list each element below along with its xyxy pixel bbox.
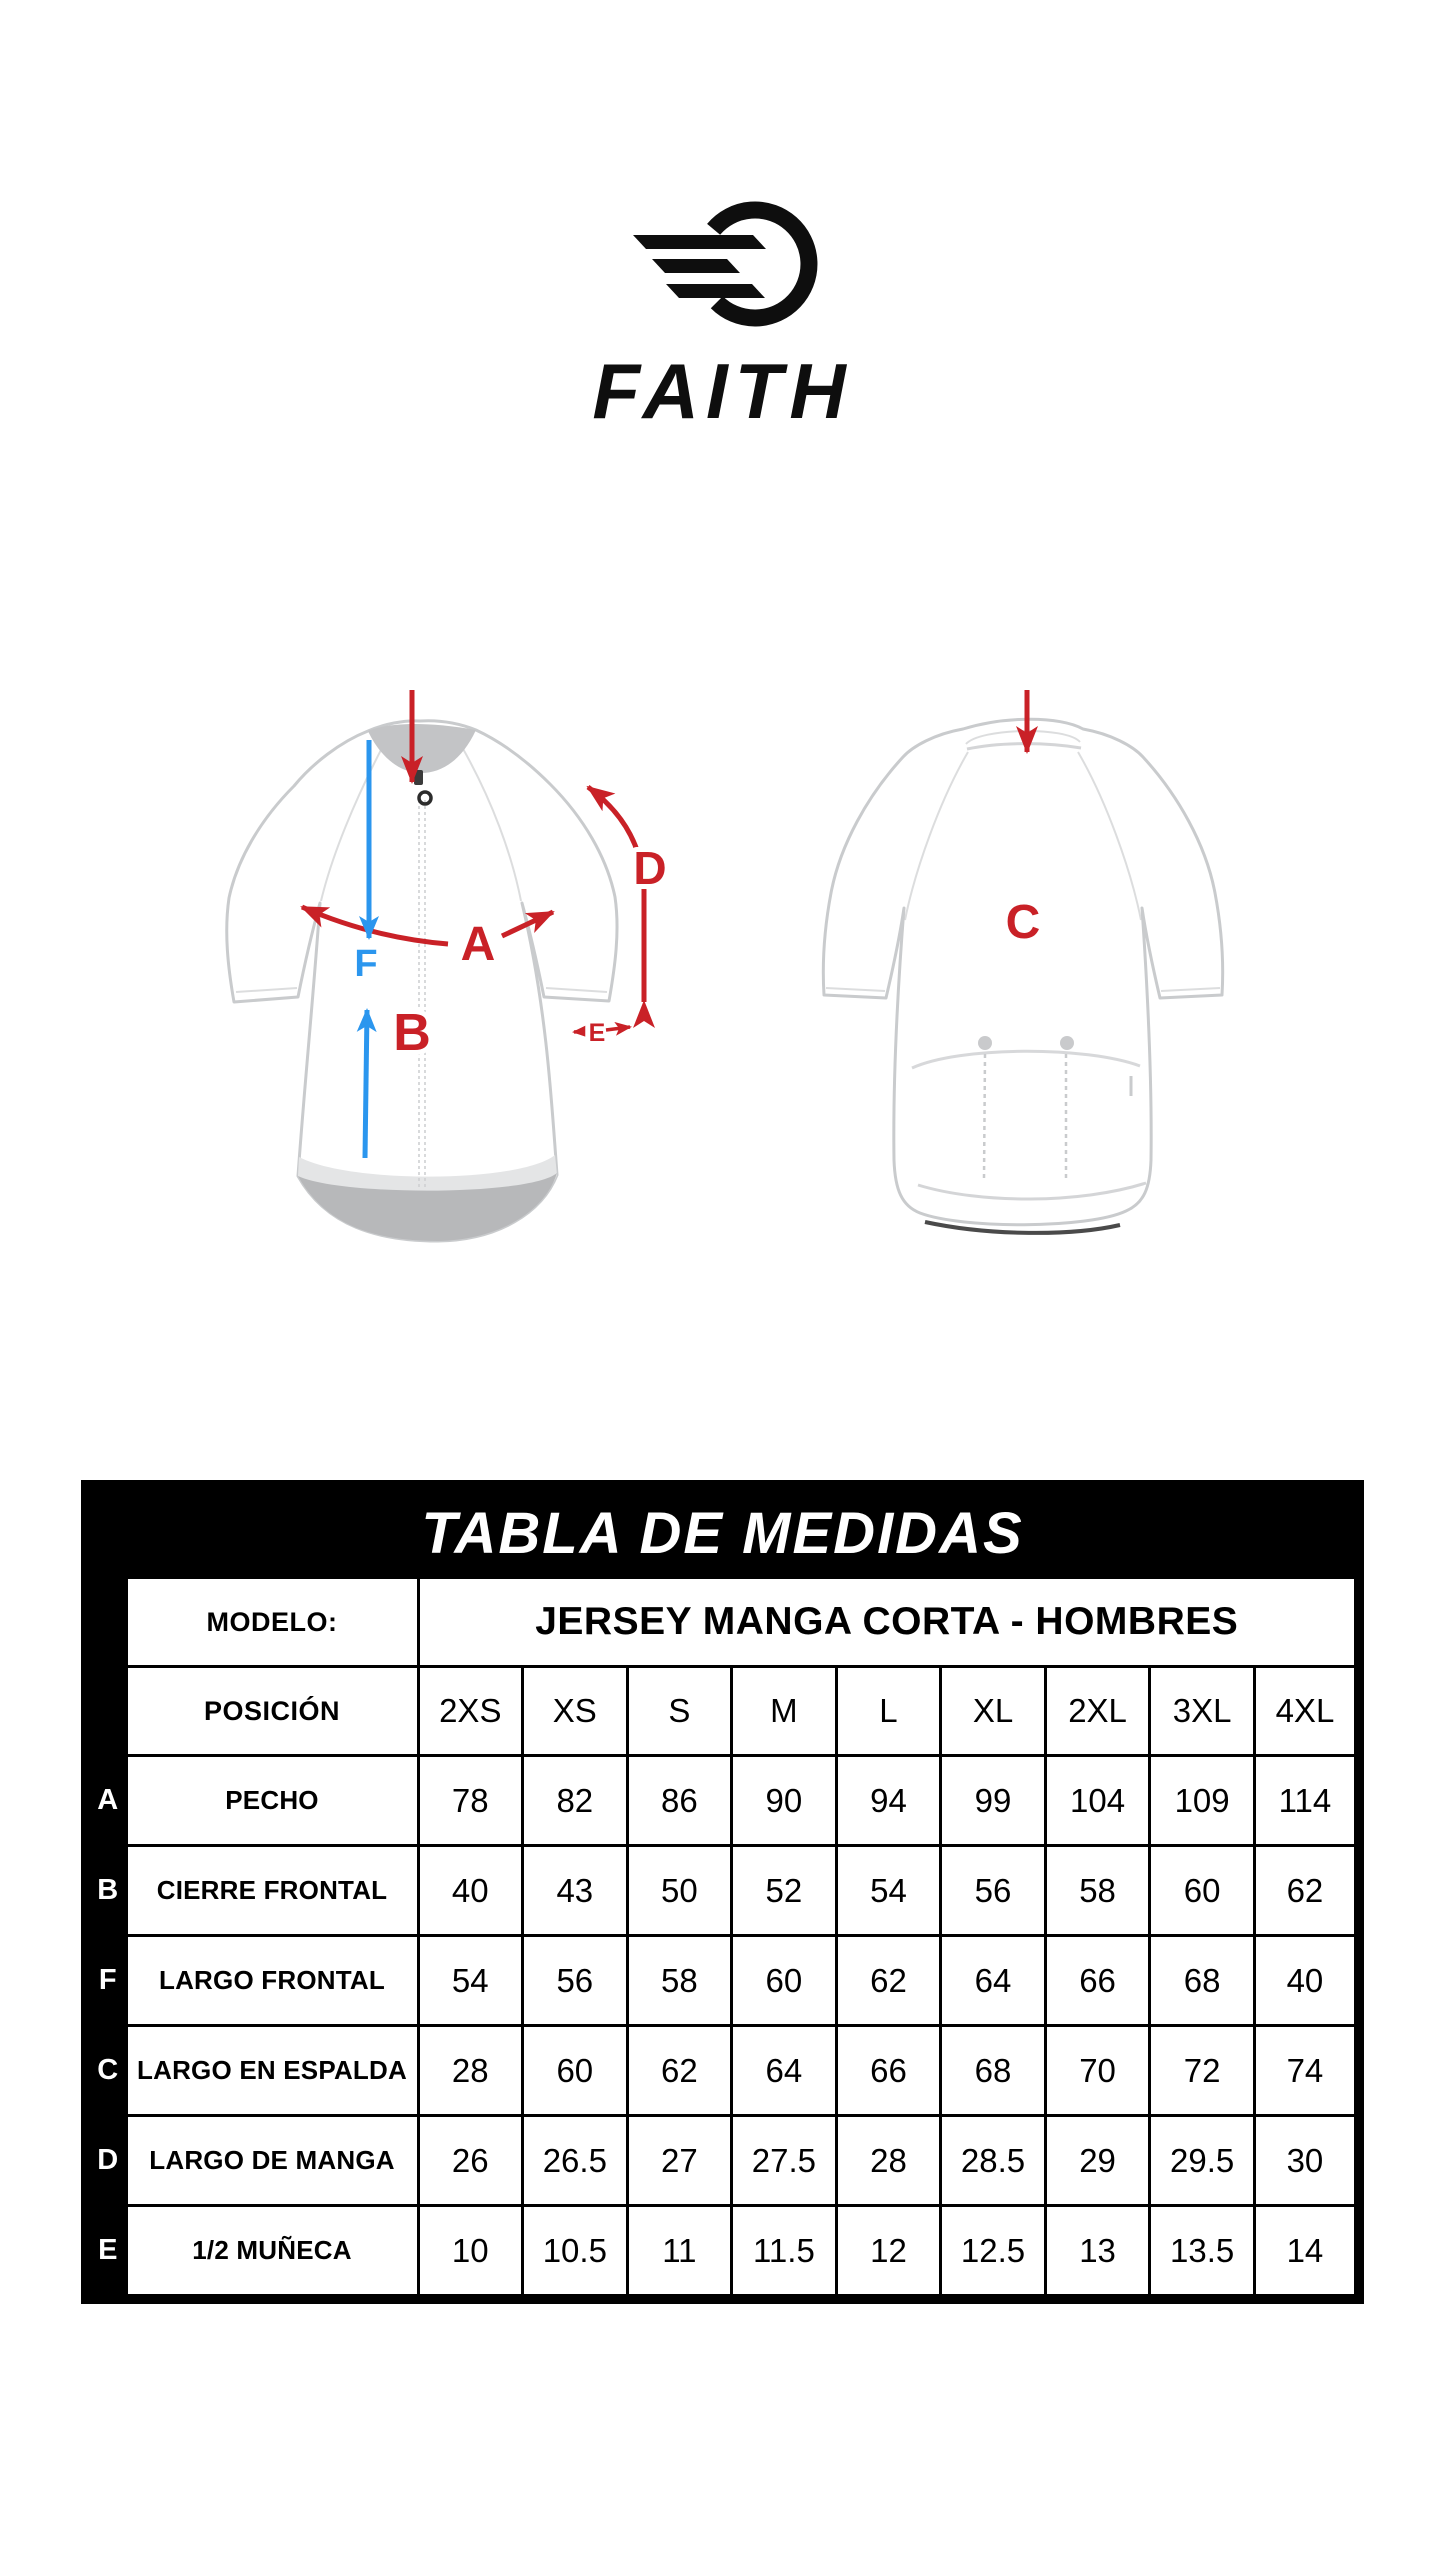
measurement-value: 64 [732,2026,837,2116]
measurement-value: 27.5 [732,2116,837,2206]
measurement-value: 14 [1254,2206,1359,2300]
size-column-header: 2XS [418,1667,523,1756]
measurement-value: 12 [836,2206,941,2300]
size-column-header: XL [941,1667,1046,1756]
measurement-value: 43 [523,1846,628,1936]
measurement-value: 74 [1254,2026,1359,2116]
measurement-value: 60 [732,1936,837,2026]
measurement-value: 50 [627,1846,732,1936]
table-row [86,1846,1359,1936]
size-column-header: L [836,1667,941,1756]
row-label: LARGO DE MANGA [126,2116,418,2206]
measurement-value: 64 [941,1936,1046,2026]
measurement-value: 68 [941,2026,1046,2116]
table-row [86,2026,1359,2116]
back-jersey-diagram [790,690,1260,1270]
measurement-value: 13 [1045,2206,1150,2300]
measurement-value: 82 [523,1756,628,1846]
measurement-value: 62 [836,1936,941,2026]
measurement-value: 78 [418,1756,523,1846]
table-row [86,1756,1359,1846]
measurement-value: 99 [941,1756,1046,1846]
measurement-value: 13.5 [1150,2206,1255,2300]
measurement-value: 30 [1254,2116,1359,2206]
row-label: CIERRE FRONTAL [126,1846,418,1936]
brand-wordmark: FAITH [592,347,853,435]
logo-speed-line-top [633,235,766,249]
measurement-value: 26.5 [523,2116,628,2206]
label-c: C [1005,896,1041,949]
measurement-value: 28 [836,2116,941,2206]
row-letter: F [86,1936,126,2026]
position-label: POSICIÓN [126,1667,418,1756]
size-column-header: S [627,1667,732,1756]
row-letter: B [86,1846,126,1936]
table-title: TABLA DE MEDIDAS [86,1485,1359,1578]
measurement-value: 94 [836,1756,941,1846]
label-b: B [393,1004,431,1062]
front-jersey-outline [227,721,617,1241]
measurement-value: 58 [1045,1846,1150,1936]
model-label: MODELO: [126,1578,418,1667]
row-label: LARGO FRONTAL [126,1936,418,2026]
size-column-header: 3XL [1150,1667,1255,1756]
measurement-value: 10 [418,2206,523,2300]
measurement-value: 86 [627,1756,732,1846]
size-column-header: M [732,1667,837,1756]
measurement-value: 62 [1254,1846,1359,1936]
measurement-rows [86,1756,1359,2300]
measurement-value: 60 [1150,1846,1255,1936]
size-column-header: 2XL [1045,1667,1150,1756]
measurement-value: 62 [627,2026,732,2116]
position-header-row [86,1667,1359,1756]
measurement-value: 114 [1254,1756,1359,1846]
faith-logo-icon [600,142,900,357]
measurement-value: 12.5 [941,2206,1046,2300]
table-row [86,2116,1359,2206]
measurement-value: 54 [836,1846,941,1936]
front-jersey-diagram [140,690,720,1270]
measurement-value: 26 [418,2116,523,2206]
row-label: PECHO [126,1756,418,1846]
letter-column-spacer [86,1578,126,1667]
measurement-value: 10.5 [523,2206,628,2300]
measurement-value: 104 [1045,1756,1150,1846]
table-row [86,2206,1359,2300]
row-label: 1/2 MUÑECA [126,2206,418,2300]
measurement-value: 40 [1254,1936,1359,2026]
measurement-value: 58 [627,1936,732,2026]
measurement-value: 29.5 [1150,2116,1255,2206]
model-row [86,1578,1359,1667]
label-a: A [460,918,496,971]
measurement-value: 29 [1045,2116,1150,2206]
measurement-value: 56 [941,1846,1046,1936]
measurement-value: 52 [732,1846,837,1936]
row-label: LARGO EN ESPALDA [126,2026,418,2116]
measurement-value: 56 [523,1936,628,2026]
zipper-slider [414,770,423,785]
arrow-f-bottom [365,1010,367,1158]
table-row [86,1936,1359,2026]
arrow-e-right [606,1027,630,1030]
row-letter: D [86,2116,126,2206]
measurement-value: 66 [836,2026,941,2116]
measurement-value: 28 [418,2026,523,2116]
back-jersey-outline [823,719,1222,1225]
size-column-header: XS [523,1667,628,1756]
row-letter: C [86,2026,126,2116]
measurement-value: 40 [418,1846,523,1936]
row-letter: E [86,2206,126,2300]
pocket-tab-right [1060,1036,1074,1050]
measurement-value: 54 [418,1936,523,2026]
size-table [81,1480,1364,2304]
measurement-value: 66 [1045,1936,1150,2026]
measurement-value: 109 [1150,1756,1255,1846]
measurement-value: 68 [1150,1936,1255,2026]
measurement-value: 11.5 [732,2206,837,2300]
letter-column-spacer [86,1667,126,1756]
logo-speed-line-middle [652,259,740,273]
pocket-tab-left [978,1036,992,1050]
measurement-value: 60 [523,2026,628,2116]
label-f: F [354,943,378,985]
measurement-value: 90 [732,1756,837,1846]
label-d: D [633,842,667,894]
measurement-value: 72 [1150,2026,1255,2116]
label-e: E [588,1019,606,1047]
measurement-value: 27 [627,2116,732,2206]
size-column-header: 4XL [1254,1667,1359,1756]
arrow-e-left [574,1031,590,1032]
model-value: JERSEY MANGA CORTA - HOMBRES [418,1578,1359,1667]
measurement-value: 11 [627,2206,732,2300]
measurement-value: 28.5 [941,2116,1046,2206]
table-title-row [86,1485,1359,1578]
measurement-value: 70 [1045,2026,1150,2116]
logo-speed-line-bottom [666,284,765,298]
row-letter: A [86,1756,126,1846]
